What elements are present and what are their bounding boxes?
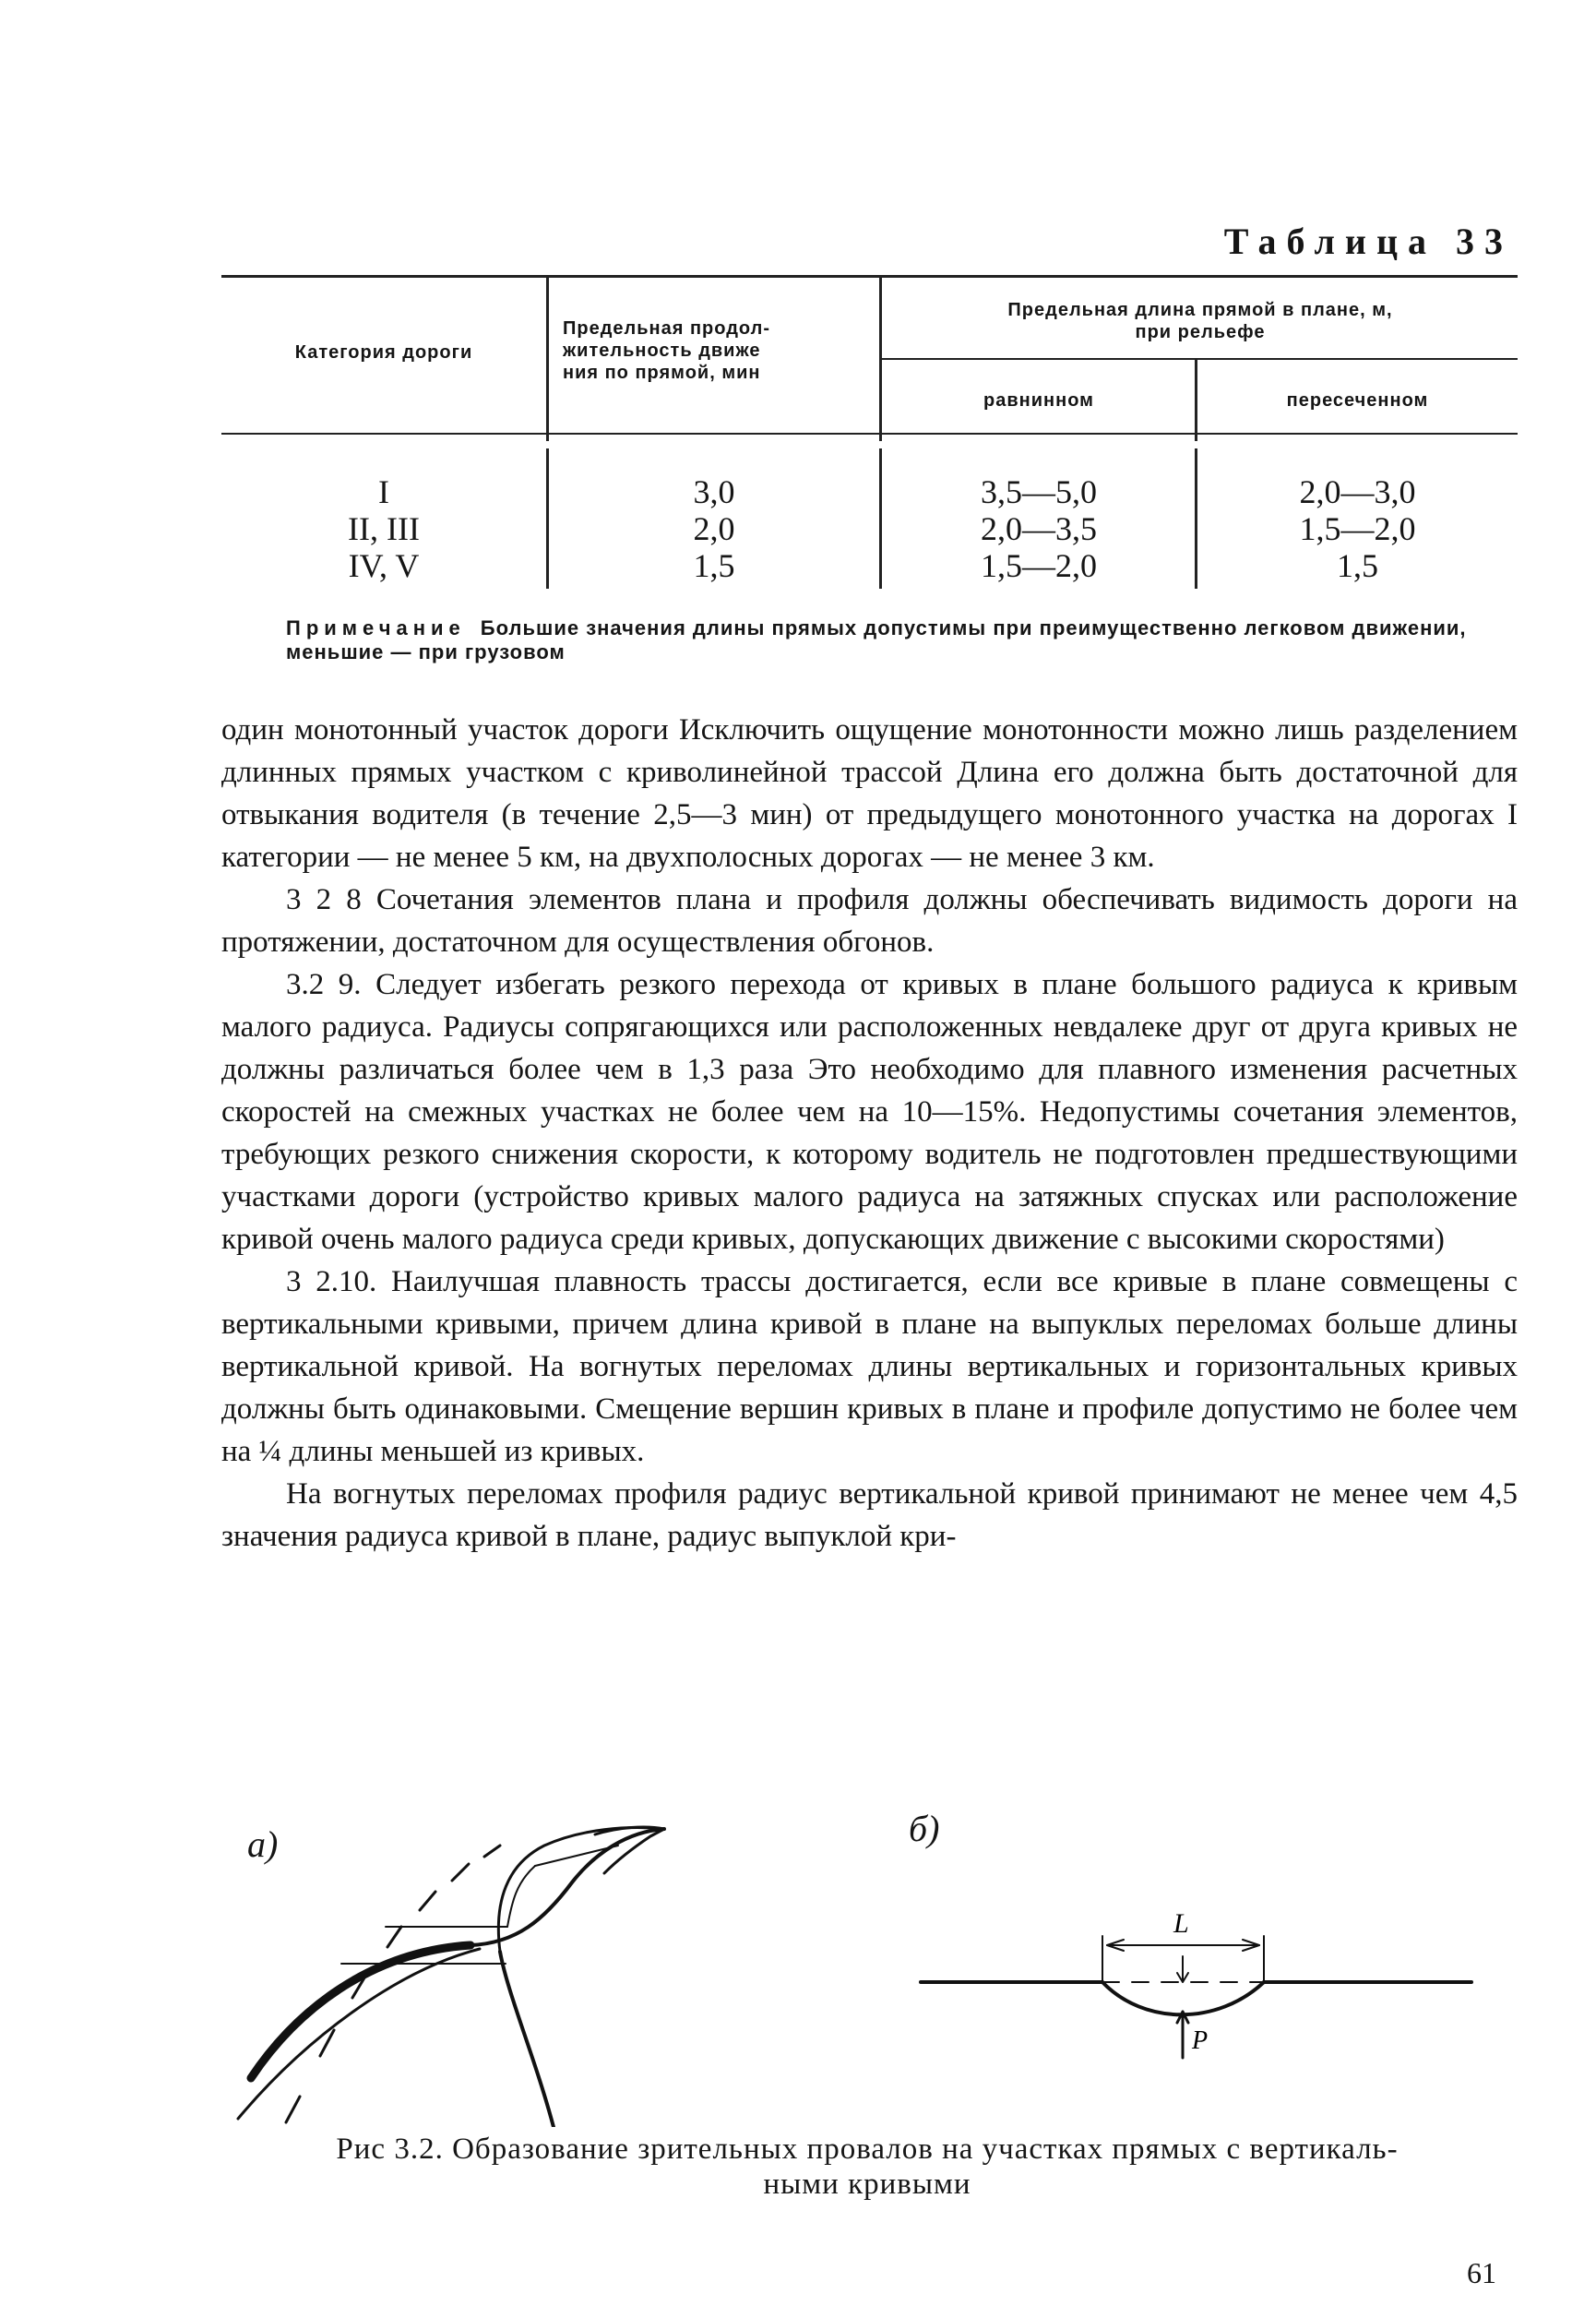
table-cell: 2,0 [693, 510, 735, 547]
header-duration [554, 317, 886, 384]
table-cell: 1,5—2,0 [981, 547, 1097, 584]
column-category [221, 473, 546, 584]
road-left-edge [251, 1945, 470, 2078]
figure-label-a: а) [247, 1823, 279, 1865]
note-label: Примечание [286, 616, 466, 639]
depth-arrow-bottom [1177, 2012, 1188, 2058]
paragraph: один монотонный участок дороги Исключить ощущение монотонности можно лишь разделением длинных прямых участком с криволинейной трассой Длина его должна быть достаточной для отвыкания водителя (в течение 2,5—3 мин) от предыдущего монотонного участка на дорогах I категории — не менее 5 км, на двухполосных дорогах — не менее 3 км. [221, 713, 1518, 874]
paragraph: 3 2.10. Наилучшая плавность трассы достигается, если все кривые в плане совмещены с вертикальными кривыми, причем длина кривой в плане на выпуклых переломах больше длины вертикальной кривой. На вогнутых переломах длины вертикальных и горизонтальных кривых должны быть одинаковыми. Смещение вершин кривых в плане и профиле допустимо не более чем на ¼ длины меньшей из кривых. [221, 1265, 1518, 1468]
paragraph: 3.2 9. Следует избегать резкого перехода от кривых в плане большого радиуса к кривым малого радиуса. Радиусы сопрягающихся или расположенных невдалеке друг от друга кривых не должны различаться более чем в 1,3 раза Это необходимо для плавного изменения расчетных скоростей на смежных участках не более чем на 10—15%. Недопустимы сочетания элементов, требующих резкого снижения скорости, к которому водитель не подготовлен предшествующими участками дороги (устройство кривых малого радиуса на затяжных спусках или расположение кривой очень малого радиуса среди кривых, допускающих движение с высокими скоростями) [221, 968, 1518, 1256]
page-number: 61 [1467, 2256, 1496, 2289]
column-duration [550, 473, 878, 584]
table-vrule-1 [546, 275, 549, 441]
table-cell: 3,0 [693, 473, 735, 510]
table-subheader-rule [879, 358, 1518, 360]
table-cell: 1,5 [693, 547, 735, 584]
center-dashed-line [286, 1846, 500, 2122]
figure-caption-line: Рис 3.2. Образование зрительных провалов на участках прямых с вертикаль- [336, 2133, 1399, 2166]
column-flat [882, 473, 1196, 584]
table-cell: II, III [348, 510, 420, 547]
table-cell: 2,0—3,5 [981, 510, 1097, 547]
header-length-line: Предельная длина прямой в плане, м, [1007, 300, 1393, 320]
table-cell: 1,5 [1337, 547, 1378, 584]
profile-dip [1102, 1982, 1264, 2014]
road-perspective-drawing [231, 1809, 747, 2127]
table-header-rule [221, 433, 1518, 435]
table-caption: Таблица 33 [1223, 221, 1513, 262]
dimension-label-L: L [1173, 1908, 1189, 1939]
header-duration-line: жительность движе [563, 341, 761, 361]
table-cell: 3,5—5,0 [981, 473, 1097, 510]
header-length-group [882, 299, 1519, 343]
figure-label-b: б) [909, 1808, 940, 1849]
table-cell: 2,0—3,0 [1299, 473, 1416, 510]
header-flat: равнинном [983, 390, 1094, 411]
table-cell: IV, V [348, 547, 420, 584]
paragraph: 3 2 8 Сочетания элементов плана и профиля должны обеспечивать видимость дороги на протяжении, достаточном для осуществления обгонов. [221, 883, 1518, 959]
figure-caption [231, 2132, 1504, 2202]
column-rough [1197, 473, 1518, 584]
table-vrule-4 [546, 448, 549, 589]
table-top-rule [221, 275, 1518, 278]
body-text [221, 709, 1518, 1558]
crest-line [535, 1846, 618, 1866]
header-length-line: при рельефе [1135, 322, 1266, 342]
paragraph: На вогнутых переломах профиля радиус вертикальной кривой принимают не менее чем 4,5 значения радиуса кривой в плане, радиус выпуклой кри- [221, 1477, 1518, 1553]
road-right-edge [500, 1952, 554, 2127]
profile-dip-drawing [913, 1892, 1485, 2067]
depth-arrow-top [1177, 1956, 1188, 1982]
note-text: Большие значения длины прямых допустимы при преимущественно легковом движении, меньшие — при грузовом [286, 616, 1467, 663]
header-duration-line: Предельная продол- [563, 318, 770, 339]
header-category: Категория дороги [294, 342, 473, 363]
figure-caption-line: ными кривыми [763, 2168, 971, 2201]
header-rough: пересеченном [1286, 390, 1429, 411]
dimension-label-P: P [1192, 2026, 1209, 2055]
table-cell: I [378, 473, 389, 510]
table-note [286, 616, 1518, 664]
road-right-edge-far [498, 1828, 664, 1952]
header-duration-line: ния по прямой, мин [563, 363, 761, 383]
table-cell: 1,5—2,0 [1299, 510, 1416, 547]
